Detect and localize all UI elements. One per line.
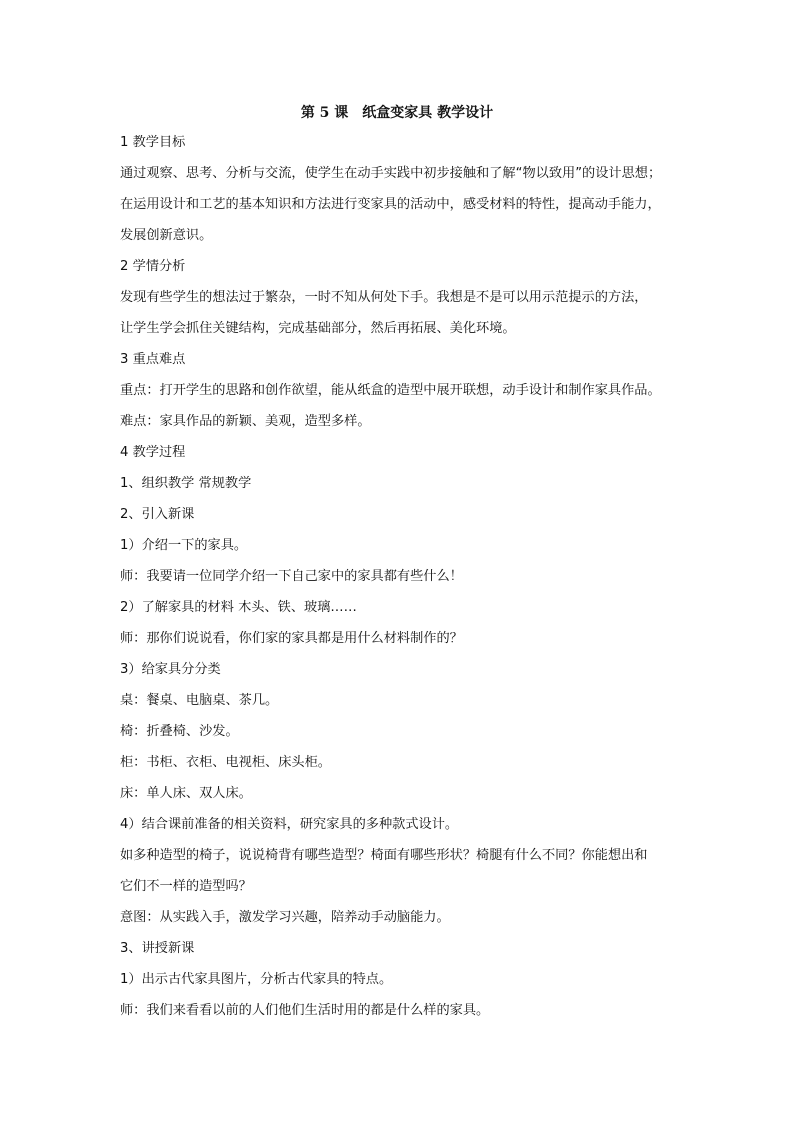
paragraph-line: 难点：家具作品的新颖、美观，造型多样。 — [120, 414, 371, 429]
section-heading-process: 4 教学过程 — [120, 445, 186, 460]
section-heading-goals: 1 教学目标 — [120, 135, 186, 150]
paragraph-line: 床：单人床、双人床。 — [120, 786, 252, 801]
paragraph-line: 1、组织教学 常规教学 — [120, 476, 252, 491]
paragraph-line: 如多种造型的椅子，说说椅背有哪些造型？椅面有哪些形状？椅腿有什么不同？你能想出和 — [120, 848, 648, 863]
paragraph-line: 3）给家具分分类 — [120, 662, 221, 677]
paragraph-line: 4）结合课前准备的相关资料，研究家具的多种款式设计。 — [120, 817, 459, 832]
paragraph-line: 师：我要请一位同学介绍一下自己家中的家具都有些什么！ — [120, 569, 463, 584]
paragraph-line: 在运用设计和工艺的基本知识和方法进行变家具的活动中，感受材料的特性，提高动手能力， — [120, 197, 661, 212]
paragraph-line: 师：那你们说说看，你们家的家具都是用什么材料制作的？ — [120, 631, 463, 646]
paragraph-line: 柜：书柜、衣柜、电视柜、床头柜。 — [120, 755, 331, 770]
paragraph-line: 意图：从实践入手，激发学习兴趣，陪养动手动脑能力。 — [120, 910, 450, 925]
section-heading-analysis: 2 学情分析 — [120, 259, 186, 274]
paragraph-line: 通过观察、思考、分析与交流，使学生在动手实践中初步接触和了解“物以致用”的设计思想； — [120, 166, 662, 181]
paragraph-line: 2、引入新课 — [120, 507, 195, 522]
paragraph-line: 师：我们来看看以前的人们他们生活时用的都是什么样的家具。 — [120, 1003, 490, 1018]
paragraph-line: 桌：餐桌、电脑桌、茶几。 — [120, 693, 279, 708]
paragraph-line: 1）出示古代家具图片，分析古代家具的特点。 — [120, 972, 393, 987]
paragraph-line: 椅：折叠椅、沙发。 — [120, 724, 239, 739]
paragraph-line: 2）了解家具的材料 木头、铁、玻璃…… — [120, 600, 357, 615]
document-title: 第 5 课 纸盒变家具 教学设计 — [300, 105, 494, 121]
paragraph-line: 发现有些学生的想法过于繁杂，一时不知从何处下手。我想是不是可以用示范提示的方法， — [120, 290, 648, 305]
paragraph-line: 它们不一样的造型吗？ — [120, 879, 252, 894]
paragraph-line: 让学生学会抓住关键结构，完成基础部分，然后再拓展、美化环境。 — [120, 321, 516, 336]
paragraph-line: 1）介绍一下的家具。 — [120, 538, 248, 553]
section-heading-key-points: 3 重点难点 — [120, 352, 186, 367]
paragraph-line: 重点：打开学生的思路和创作欲望，能从纸盒的造型中展开联想，动手设计和制作家具作品。 — [120, 383, 661, 398]
paragraph-line: 3、讲授新课 — [120, 941, 195, 956]
paragraph-line: 发展创新意识。 — [120, 228, 213, 243]
document-body — [120, 133, 680, 1032]
